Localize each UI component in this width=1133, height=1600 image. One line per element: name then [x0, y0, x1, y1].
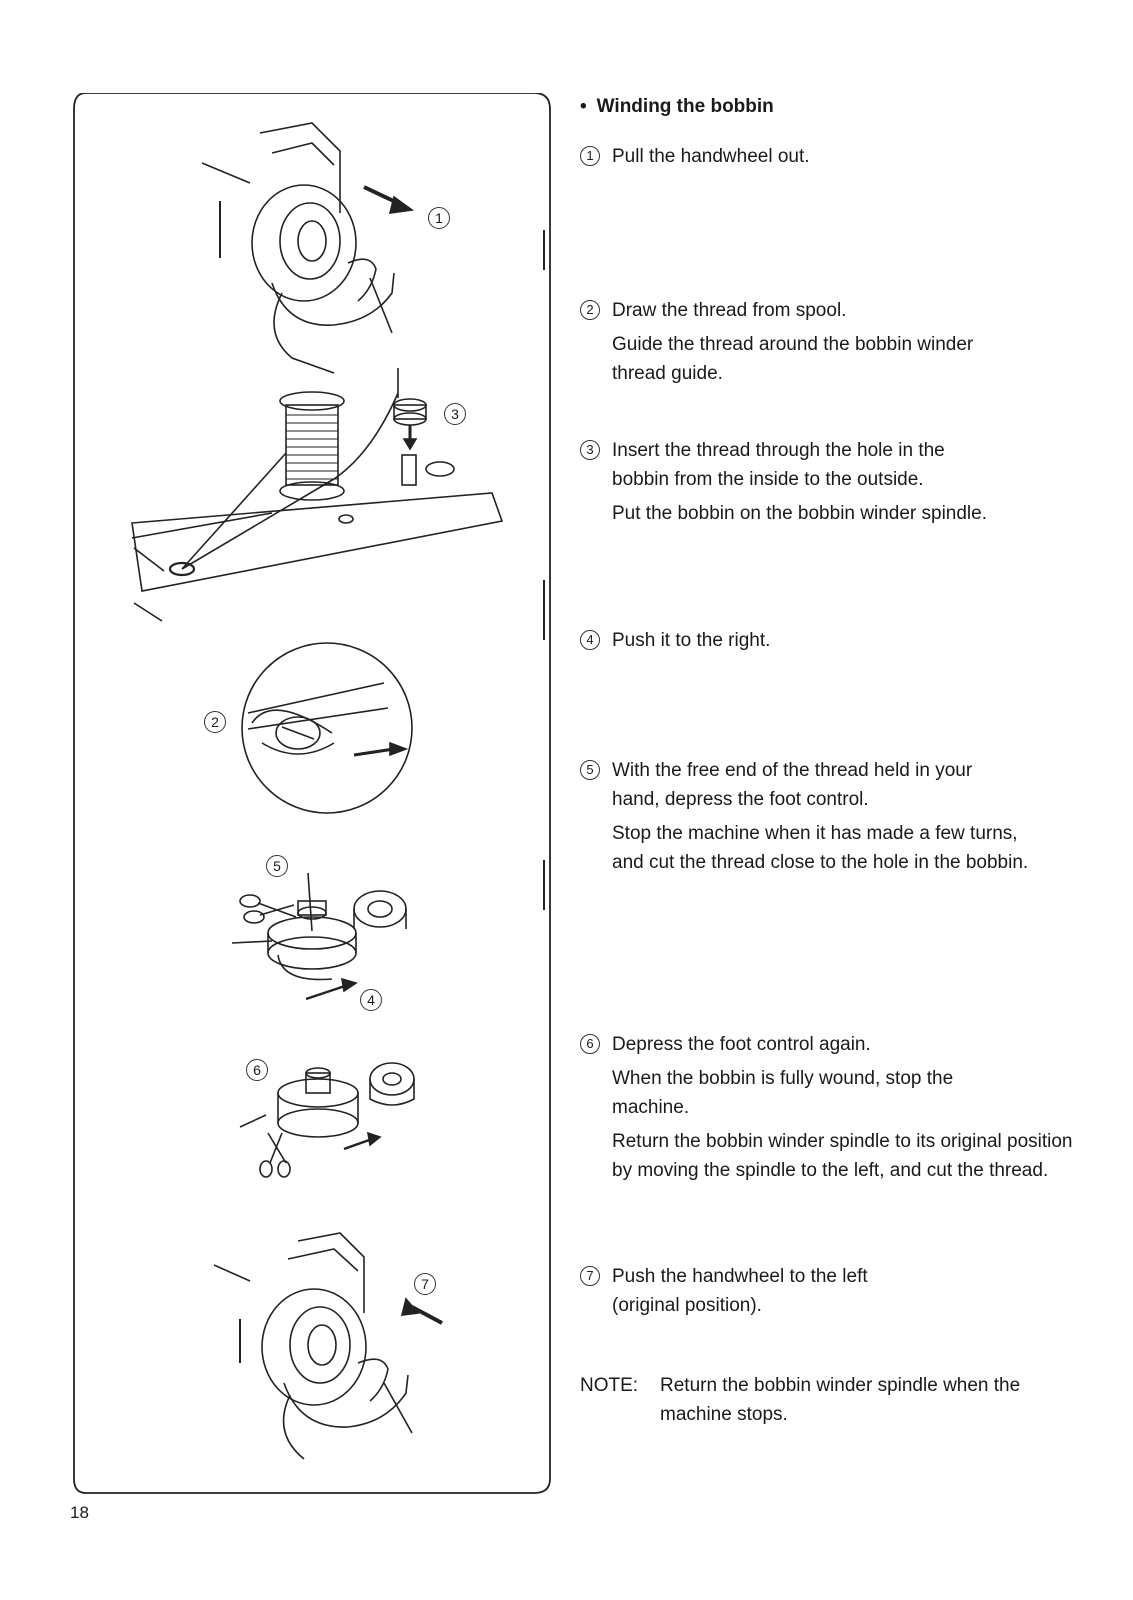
step-text: Push it to the right. [612, 630, 771, 651]
step-text: Draw the thread from spool. [612, 300, 847, 321]
step-text: (original position). [612, 1295, 762, 1316]
page-number: 18 [70, 1503, 89, 1522]
step-text: hand, depress the foot control. [612, 789, 869, 810]
thread-guide-detail-illustration [242, 643, 412, 813]
step-number: 2 [580, 300, 600, 320]
illustration-panel [72, 93, 554, 1495]
callout-6: 6 [246, 1059, 268, 1081]
callout-4: 4 [360, 989, 382, 1011]
heading-title: Winding the bobbin [596, 96, 774, 117]
step-number: 1 [580, 146, 600, 166]
step-number: 7 [580, 1266, 600, 1286]
callout-1: 1 [428, 207, 450, 229]
step-subtext: Return the bobbin winder spindle to its original position by moving the spindle to the left, and cut the thread. [612, 1131, 1073, 1181]
heading-bullet: • [580, 96, 587, 117]
step-number: 3 [580, 440, 600, 460]
callout-2: 2 [204, 711, 226, 733]
step-4 [580, 626, 1100, 655]
cut-thread-bobbin-illustration [232, 873, 406, 999]
step-text: Depress the foot control again. [612, 1034, 871, 1055]
note [580, 1371, 1100, 1429]
step-5 [580, 756, 1100, 877]
step-number: 4 [580, 630, 600, 650]
callout-5: 5 [266, 855, 288, 877]
wound-bobbin-illustration [240, 1063, 414, 1177]
step-text: With the free end of the thread held in your [612, 760, 973, 781]
margin-mark [543, 230, 545, 270]
step-7 [580, 1262, 1100, 1320]
step-text: Push the handwheel to the left [612, 1266, 868, 1287]
step-number: 5 [580, 760, 600, 780]
callout-3: 3 [444, 403, 466, 425]
step-6 [580, 1030, 1100, 1185]
step-subtext: Put the bobbin on the bobbin winder spindle. [612, 503, 987, 524]
step-1 [580, 142, 1100, 171]
step-number: 6 [580, 1034, 600, 1054]
margin-mark [543, 580, 545, 640]
step-text: Pull the handwheel out. [612, 146, 810, 167]
margin-mark [543, 860, 545, 910]
handwheel-in-illustration [214, 1233, 442, 1459]
section-heading [580, 96, 774, 118]
step-subtext: When the bobbin is fully wound, stop the machine. [612, 1068, 954, 1118]
step-subtext: Guide the thread around the bobbin winder thread guide. [612, 334, 974, 384]
step-subtext: Stop the machine when it has made a few turns, and cut the thread close to the hole in the bobbin. [612, 823, 1029, 873]
step-text: bobbin from the inside to the outside. [612, 469, 924, 490]
step-text: Insert the thread through the hole in the [612, 440, 945, 461]
callout-7: 7 [414, 1273, 436, 1295]
step-2 [580, 296, 1100, 388]
step-3 [580, 436, 1100, 528]
note-text: Return the bobbin winder spindle when the machine stops. [660, 1375, 1021, 1425]
note-label: NOTE: [580, 1375, 639, 1396]
handwheel-out-illustration [202, 123, 412, 373]
